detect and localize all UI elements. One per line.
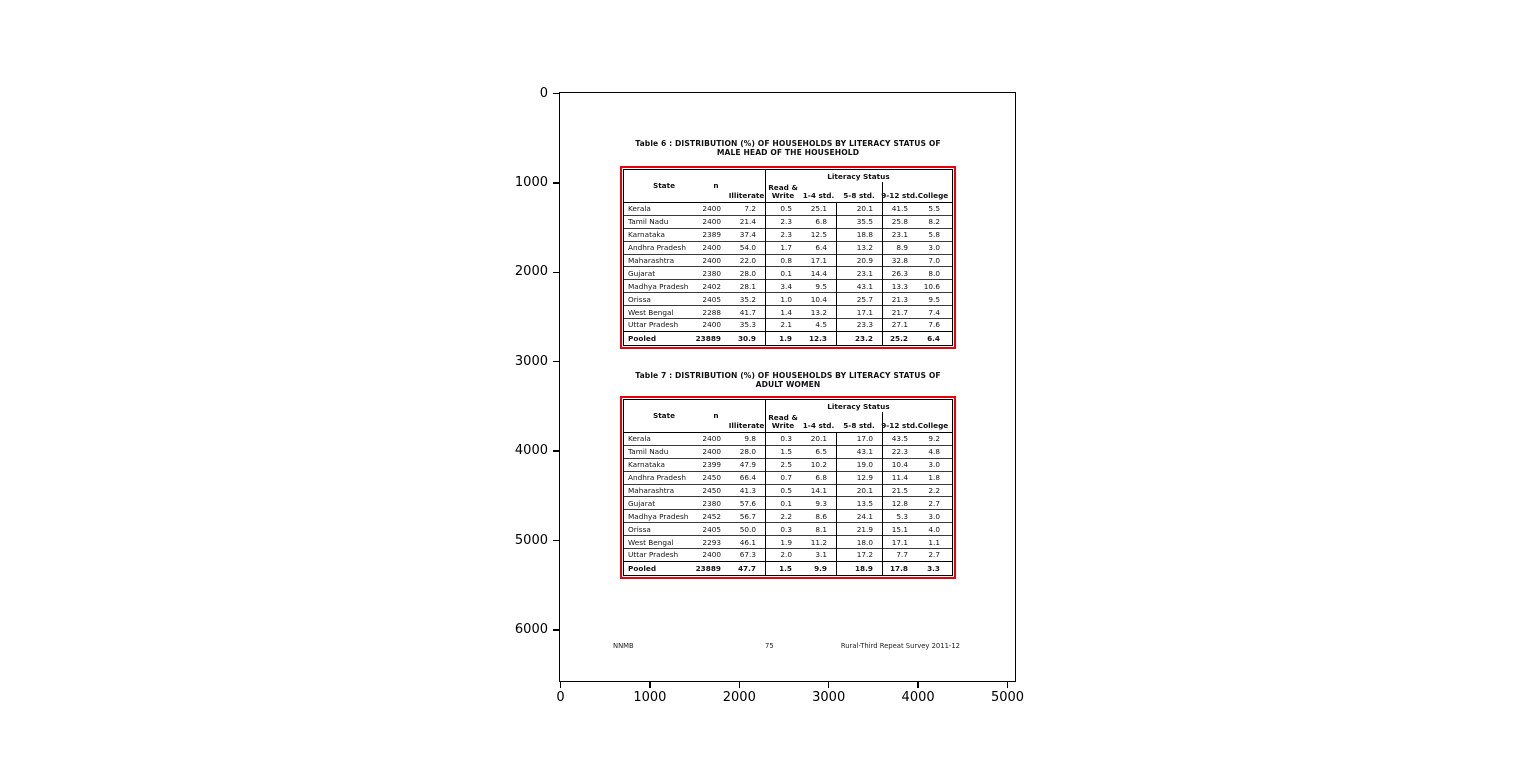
- y-tick-mark: [553, 93, 559, 94]
- value-cell: 3.0: [928, 243, 940, 253]
- value-cell: 23.1: [856, 268, 873, 278]
- column-header-illiterate: Illiterate: [728, 191, 765, 200]
- y-tick-label: 4000: [514, 443, 548, 459]
- value-cell: 17.1: [891, 537, 908, 547]
- value-cell: 24.1: [856, 511, 873, 521]
- value-cell: 50.0: [739, 524, 756, 534]
- value-cell: 1.5: [780, 447, 792, 457]
- state-cell: Pooled: [628, 563, 657, 573]
- value-cell: 9.3: [815, 498, 827, 508]
- value-cell: 1.5: [779, 563, 792, 573]
- table6-header: [624, 170, 952, 203]
- state-cell: Orissa: [628, 524, 651, 534]
- y-tick-label: 5000: [514, 532, 548, 548]
- value-cell: 1.7: [780, 243, 792, 253]
- column-header-5-8-std-: 5-8 std.: [843, 191, 875, 200]
- value-cell: 2400: [702, 243, 721, 253]
- value-cell: 6.4: [927, 333, 940, 343]
- y-tick-mark: [553, 450, 559, 451]
- state-cell: Karnataka: [628, 460, 665, 470]
- value-cell: 1.9: [780, 537, 792, 547]
- table7-divider-3: [882, 412, 883, 575]
- state-cell: Karnataka: [628, 230, 665, 240]
- value-cell: 27.1: [891, 320, 908, 330]
- table-row: [624, 267, 952, 280]
- value-cell: 25.1: [810, 204, 827, 214]
- value-cell: 13.3: [891, 281, 908, 291]
- value-cell: 21.3: [891, 294, 908, 304]
- value-cell: 20.9: [856, 256, 873, 265]
- x-tick-mark: [649, 682, 650, 688]
- value-cell: 2400: [702, 550, 721, 560]
- state-cell: Tamil Nadu: [628, 447, 669, 457]
- value-cell: 4.5: [815, 320, 827, 330]
- value-cell: 7.2: [744, 204, 756, 214]
- value-cell: 2450: [702, 473, 721, 483]
- column-header-1-4-std-: 1-4 std.: [802, 421, 835, 430]
- column-header-state: State: [652, 181, 676, 190]
- value-cell: 1.1: [928, 537, 940, 547]
- value-cell: 9.5: [815, 281, 827, 291]
- value-cell: 2399: [702, 460, 721, 470]
- value-cell: 41.3: [739, 486, 756, 495]
- table7-title: [608, 371, 968, 389]
- value-cell: 17.8: [889, 563, 908, 573]
- column-header-n: n: [713, 181, 719, 190]
- value-cell: 2380: [702, 498, 721, 508]
- value-cell: 8.1: [815, 524, 827, 534]
- plot-axes: [514, 85, 1025, 705]
- y-tick-label: 1000: [514, 174, 548, 190]
- value-cell: 26.3: [891, 268, 908, 278]
- value-cell: 37.4: [739, 230, 756, 240]
- value-cell: 6.8: [815, 473, 827, 483]
- value-cell: 19.0: [856, 460, 873, 470]
- state-cell: Uttar Pradesh: [628, 320, 679, 330]
- page-footer: [560, 642, 1017, 654]
- state-cell: Maharashtra: [628, 486, 675, 495]
- value-cell: 66.4: [739, 473, 756, 483]
- value-cell: 10.2: [810, 460, 827, 470]
- value-cell: 7.0: [928, 256, 940, 265]
- value-cell: 0.3: [780, 434, 792, 444]
- value-cell: 8.2: [928, 217, 940, 227]
- y-tick-mark: [553, 272, 559, 273]
- value-cell: 20.1: [856, 204, 873, 214]
- value-cell: 2400: [702, 447, 721, 457]
- value-cell: 1.9: [779, 333, 792, 343]
- y-tick-mark: [553, 361, 559, 362]
- value-cell: 28.0: [739, 268, 756, 278]
- value-cell: 10.6: [923, 281, 940, 291]
- x-tick-label: 5000: [990, 690, 1025, 705]
- x-tick-mark: [560, 682, 561, 688]
- value-cell: 2400: [702, 204, 721, 214]
- y-tick-label: 3000: [514, 353, 548, 369]
- state-cell: Andhra Pradesh: [628, 473, 686, 483]
- table-row: [624, 459, 952, 472]
- value-cell: 23.2: [854, 333, 873, 343]
- x-tick-label: 1000: [633, 690, 667, 705]
- value-cell: 2450: [702, 486, 721, 495]
- column-header-9-12-std-: 9-12 std.: [881, 191, 918, 200]
- table6-title-line2: MALE HEAD OF THE HOUSEHOLD: [716, 148, 860, 157]
- column-header-1-4-std-: 1-4 std.: [802, 191, 835, 200]
- state-cell: Pooled: [628, 333, 657, 343]
- value-cell: 28.0: [739, 447, 756, 457]
- y-tick-mark: [553, 629, 559, 630]
- value-cell: 25.7: [856, 294, 873, 304]
- state-cell: Gujarat: [628, 498, 656, 508]
- value-cell: 43.1: [856, 447, 873, 457]
- value-cell: 57.6: [739, 498, 756, 508]
- value-cell: 2.0: [780, 550, 792, 560]
- value-cell: 41.5: [891, 204, 908, 214]
- value-cell: 54.0: [739, 243, 756, 253]
- value-cell: 2402: [702, 281, 721, 291]
- table-row: [624, 472, 952, 485]
- table7-rows: [624, 433, 952, 575]
- value-cell: 0.1: [780, 268, 792, 278]
- value-cell: 17.1: [856, 307, 873, 317]
- value-cell: 9.9: [814, 563, 827, 573]
- value-cell: 3.4: [780, 281, 792, 291]
- value-cell: 7.6: [928, 320, 940, 330]
- column-header-illiterate: Illiterate: [728, 421, 765, 430]
- value-cell: 13.2: [810, 307, 827, 317]
- column-header-college: College: [917, 191, 949, 200]
- value-cell: 0.8: [780, 256, 792, 265]
- footer-page-number: 75: [765, 642, 774, 650]
- value-cell: 2.3: [780, 217, 792, 227]
- value-cell: 17.1: [810, 256, 827, 265]
- value-cell: 6.5: [815, 447, 827, 457]
- table6-title-line1: Table 6 : DISTRIBUTION (%) OF HOUSEHOLDS BY LITERACY STATUS OF: [635, 139, 941, 148]
- value-cell: 32.8: [891, 256, 908, 265]
- state-cell: Madhya Pradesh: [628, 281, 689, 291]
- table-row: [624, 306, 952, 319]
- table-row: [624, 549, 952, 562]
- value-cell: 20.1: [856, 486, 873, 495]
- value-cell: 43.1: [856, 281, 873, 291]
- table7-title-line2: ADULT WOMEN: [755, 380, 821, 389]
- column-header-5-8-std-: 5-8 std.: [843, 421, 875, 430]
- value-cell: 0.7: [780, 473, 792, 483]
- x-tick-label: 0: [556, 690, 565, 705]
- value-cell: 8.0: [928, 268, 940, 278]
- table-row: [624, 280, 952, 293]
- value-cell: 5.3: [896, 511, 908, 521]
- value-cell: 13.5: [856, 498, 873, 508]
- value-cell: 1.4: [780, 307, 792, 317]
- table-row: [624, 433, 952, 446]
- value-cell: 2.1: [780, 320, 792, 330]
- table-row: [624, 293, 952, 306]
- state-cell: Uttar Pradesh: [628, 550, 679, 560]
- y-tick-label: 6000: [514, 621, 548, 637]
- value-cell: 21.9: [856, 524, 873, 534]
- value-cell: 8.9: [896, 243, 908, 253]
- table6: [623, 169, 953, 346]
- value-cell: 6.8: [815, 217, 827, 227]
- table7: [623, 399, 953, 576]
- table-row: [624, 446, 952, 459]
- value-cell: 2389: [702, 230, 721, 240]
- value-cell: 2.7: [928, 550, 940, 560]
- value-cell: 13.2: [856, 243, 873, 253]
- table6-divider-3: [882, 182, 883, 345]
- table-row: [624, 510, 952, 523]
- table-row: [624, 485, 952, 498]
- value-cell: 5.5: [928, 204, 940, 214]
- y-tick-mark: [553, 182, 559, 183]
- value-cell: 21.5: [891, 486, 908, 495]
- state-cell: Maharashtra: [628, 256, 675, 265]
- value-cell: 35.3: [739, 320, 756, 330]
- table-row: [624, 203, 952, 216]
- table6-group-header: Literacy Status: [827, 171, 890, 181]
- value-cell: 30.9: [737, 333, 756, 343]
- value-cell: 12.5: [810, 230, 827, 240]
- table-row: [624, 332, 952, 345]
- x-tick-mark: [1007, 682, 1008, 688]
- value-cell: 2.7: [928, 498, 940, 508]
- value-cell: 2288: [702, 307, 721, 317]
- y-tick-mark: [553, 540, 559, 541]
- y-tick-label: 2000: [514, 264, 548, 280]
- state-cell: Kerala: [628, 204, 651, 214]
- table-row: [624, 536, 952, 549]
- value-cell: 47.7: [737, 563, 756, 573]
- state-cell: Madhya Pradesh: [628, 511, 689, 521]
- value-cell: 18.9: [854, 563, 873, 573]
- value-cell: 35.2: [739, 294, 756, 304]
- value-cell: 5.8: [928, 230, 940, 240]
- value-cell: 9.8: [744, 434, 756, 444]
- column-header-state: State: [652, 411, 676, 420]
- value-cell: 12.3: [808, 333, 827, 343]
- table7-divider-2: [836, 433, 837, 575]
- value-cell: 21.4: [739, 217, 756, 227]
- value-cell: 1.8: [928, 473, 940, 483]
- table-row: [624, 216, 952, 229]
- value-cell: 3.0: [928, 460, 940, 470]
- state-cell: Orissa: [628, 294, 651, 304]
- value-cell: 10.4: [891, 460, 908, 470]
- value-cell: 23.1: [891, 230, 908, 240]
- table7-group-header: Literacy Status: [827, 401, 890, 411]
- value-cell: 14.4: [810, 268, 827, 278]
- value-cell: 4.8: [928, 447, 940, 457]
- value-cell: 21.7: [891, 307, 908, 317]
- y-tick-label: 0: [539, 85, 548, 101]
- value-cell: 18.0: [856, 537, 873, 547]
- value-cell: 56.7: [739, 511, 756, 521]
- x-tick-label: 2000: [722, 690, 756, 705]
- table6-divider-2: [836, 203, 837, 345]
- value-cell: 22.3: [891, 447, 908, 457]
- value-cell: 23.3: [856, 320, 873, 330]
- value-cell: 8.6: [815, 511, 827, 521]
- column-header-read-write: Read & Write: [768, 413, 798, 430]
- table7-header: [624, 400, 952, 433]
- value-cell: 2.2: [780, 511, 792, 521]
- table-row: [624, 229, 952, 242]
- state-cell: West Bengal: [628, 307, 674, 317]
- value-cell: 22.0: [739, 256, 756, 265]
- value-cell: 6.4: [815, 243, 827, 253]
- value-cell: 47.9: [739, 460, 756, 470]
- table6-annotation-box: [620, 166, 956, 349]
- value-cell: 43.5: [891, 434, 908, 444]
- value-cell: 7.4: [928, 307, 940, 317]
- value-cell: 2.2: [928, 486, 940, 495]
- value-cell: 2380: [702, 268, 721, 278]
- value-cell: 20.1: [810, 434, 827, 444]
- column-header-9-12-std-: 9-12 std.: [881, 421, 918, 430]
- value-cell: 41.7: [739, 307, 756, 317]
- value-cell: 0.5: [780, 204, 792, 214]
- value-cell: 3.3: [927, 563, 940, 573]
- value-cell: 9.5: [928, 294, 940, 304]
- value-cell: 18.8: [856, 230, 873, 240]
- value-cell: 23889: [695, 563, 721, 573]
- x-tick-label: 4000: [901, 690, 935, 705]
- value-cell: 15.1: [891, 524, 908, 534]
- table-row: [624, 242, 952, 255]
- value-cell: 2452: [702, 511, 721, 521]
- table-row: [624, 562, 952, 575]
- state-cell: Kerala: [628, 434, 651, 444]
- footer-survey-name: Rural-Third Repeat Survey 2011-12: [840, 642, 960, 650]
- state-cell: Andhra Pradesh: [628, 243, 686, 253]
- table-row: [624, 319, 952, 332]
- table-row: [624, 255, 952, 268]
- table6-title: [608, 139, 968, 157]
- column-header-n: n: [713, 411, 719, 420]
- value-cell: 7.7: [896, 550, 908, 560]
- value-cell: 28.1: [739, 281, 756, 291]
- value-cell: 17.2: [856, 550, 873, 560]
- value-cell: 11.2: [810, 537, 827, 547]
- table-row: [624, 523, 952, 536]
- value-cell: 2400: [702, 320, 721, 330]
- table7-annotation-box: [620, 396, 956, 579]
- value-cell: 1.0: [780, 294, 792, 304]
- table-row: [624, 497, 952, 510]
- value-cell: 2405: [702, 294, 721, 304]
- value-cell: 12.9: [856, 473, 873, 483]
- value-cell: 35.5: [856, 217, 873, 227]
- x-tick-mark: [739, 682, 740, 688]
- state-cell: Gujarat: [628, 268, 656, 278]
- value-cell: 0.5: [780, 486, 792, 495]
- value-cell: 2400: [702, 434, 721, 444]
- value-cell: 46.1: [739, 537, 756, 547]
- value-cell: 2400: [702, 256, 721, 265]
- value-cell: 2293: [702, 537, 721, 547]
- value-cell: 12.8: [891, 498, 908, 508]
- value-cell: 3.1: [815, 550, 827, 560]
- value-cell: 4.0: [928, 524, 940, 534]
- value-cell: 25.2: [889, 333, 908, 343]
- value-cell: 17.0: [856, 434, 873, 444]
- value-cell: 25.8: [891, 217, 908, 227]
- value-cell: 2.3: [780, 230, 792, 240]
- value-cell: 2400: [702, 217, 721, 227]
- value-cell: 23889: [695, 333, 721, 343]
- footer-org: NNMB: [613, 642, 634, 650]
- value-cell: 0.1: [780, 498, 792, 508]
- value-cell: 2.5: [780, 460, 792, 470]
- column-header-college: College: [917, 421, 949, 430]
- x-tick-mark: [917, 682, 918, 688]
- table7-title-line1: Table 7 : DISTRIBUTION (%) OF HOUSEHOLDS BY LITERACY STATUS OF: [635, 371, 941, 380]
- value-cell: 10.4: [810, 294, 827, 304]
- table6-rows: [624, 203, 952, 345]
- value-cell: 2405: [702, 524, 721, 534]
- value-cell: 3.0: [928, 511, 940, 521]
- column-header-read-write: Read & Write: [768, 183, 798, 200]
- value-cell: 0.3: [780, 524, 792, 534]
- x-tick-mark: [828, 682, 829, 688]
- state-cell: Tamil Nadu: [628, 217, 669, 227]
- value-cell: 14.1: [810, 486, 827, 495]
- value-cell: 9.2: [928, 434, 940, 444]
- state-cell: West Bengal: [628, 537, 674, 547]
- x-tick-label: 3000: [812, 690, 846, 705]
- value-cell: 67.3: [739, 550, 756, 560]
- value-cell: 11.4: [891, 473, 908, 483]
- scanned-page: [560, 93, 1015, 681]
